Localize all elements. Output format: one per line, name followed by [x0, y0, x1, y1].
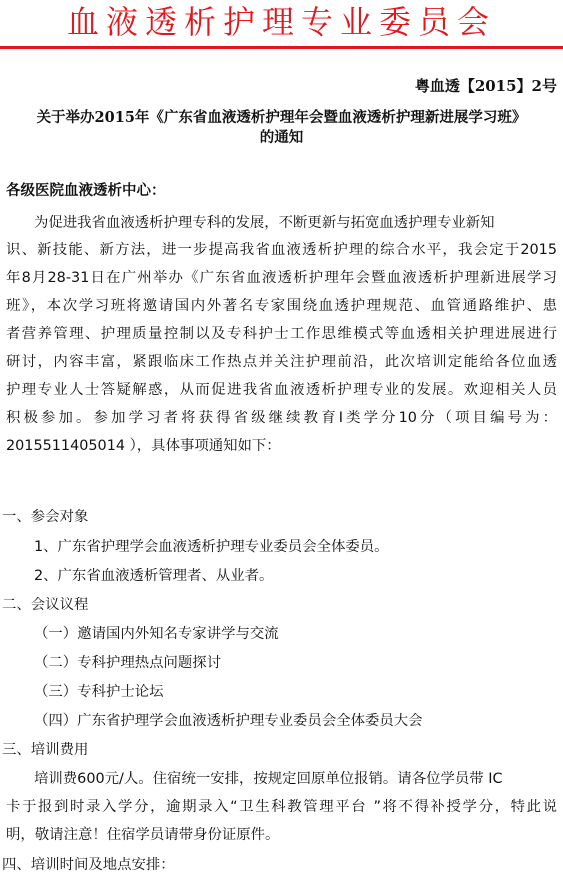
list-item: （二）专科护理热点问题探讨 — [34, 655, 222, 671]
intro-line: 者营养管理、护理质量控制以及专科护士工作思维模式等血透相关护理进展进行 — [6, 326, 557, 342]
intro-line: 班》，本次学习班将邀请国内外著名专家围绕血透护理规范、血管通路维护、患 — [6, 298, 557, 314]
section-heading-fees: 三、培训费用 — [2, 742, 89, 758]
list-item: （三）专科护士论坛 — [34, 684, 164, 700]
fee-line: 明，敬请注意！住宿学员请带身份证原件。 — [6, 827, 280, 843]
fee-line: 卡于报到时录入学分，逾期录入“卫生科教管理平台 ”将不得补授学分，特此说 — [6, 799, 557, 815]
intro-line: 积极参加。参加学习者将获得省级继续教育Ⅰ类学分10分（项目编号为： — [6, 410, 557, 426]
section-heading-attendees: 一、参会对象 — [2, 509, 89, 525]
intro-line: 研讨，内容丰富，紧跟临床工作热点并关注护理前沿，此次培训定能给各位血透 — [6, 354, 557, 370]
list-item: 2、广东省血液透析管理者、从业者。 — [34, 568, 274, 584]
fee-line: 培训费600元/人。住宿统一安排，按规定回原单位报销。请各位学员带 IC — [34, 771, 503, 787]
notice-title-line-1: 关于举办2015年《广东省血液透析护理年会暨血液透析护理新进展学习班》 — [36, 109, 527, 126]
masthead-title: 血液透析护理专业委员会 — [66, 3, 496, 41]
intro-line: 为促进我省血液透析护理专科的发展，不断更新与拓宽血透护理专业新知 — [34, 215, 495, 231]
list-item: 1、广东省护理学会血液透析护理专业委员会全体委员。 — [34, 539, 389, 555]
notice-title-line-2: 的通知 — [259, 129, 304, 146]
intro-line: 识、新技能、新方法，进一步提高我省血液透析护理的综合水平，我会定于2015 — [6, 242, 557, 258]
intro-line: 护理专业人士答疑解惑，从而促进我省血液透析护理专业的发展。欢迎相关人员 — [6, 382, 557, 398]
list-item: （一）邀请国内外知名专家讲学与交流 — [34, 626, 279, 642]
masthead-rule — [0, 46, 563, 49]
intro-line: 2015511405014 ），具体事项通知如下： — [6, 438, 281, 454]
intro-line: 年8月28-31日在广州举办《广东省血液透析护理年会暨血液透析护理新进展学习 — [6, 270, 557, 286]
list-item: （四）广东省护理学会血液透析护理专业委员会全体委员大会 — [34, 713, 423, 729]
section-heading-time-location: 四、培训时间及地点安排： — [2, 857, 175, 873]
document-number: 粤血透【2015】2号 — [414, 77, 557, 95]
salutation: 各级医院血液透析中心： — [6, 182, 166, 199]
section-heading-agenda: 二、会议议程 — [2, 597, 89, 613]
